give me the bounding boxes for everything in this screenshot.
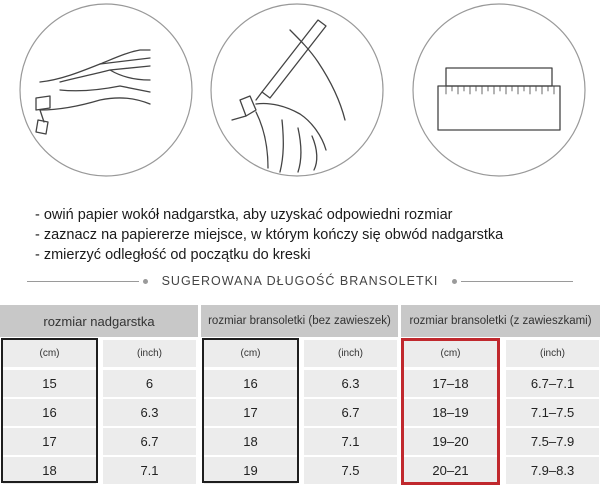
measurement-illustrations (0, 0, 600, 190)
header-wrist-size: rozmiar nadgarstka (0, 305, 198, 337)
wrist-cm-outline (1, 338, 98, 483)
table-cell: 6.7–7.1 (506, 370, 599, 397)
divider (461, 281, 573, 282)
size-table (0, 305, 600, 483)
table-cell: 16 (204, 370, 297, 397)
table-cell: 17–18 (404, 370, 497, 397)
unit-label: (inch) (304, 340, 397, 367)
table-cell: 19 (204, 457, 297, 484)
table-cell: 17 (204, 399, 297, 426)
divider-dot (143, 279, 148, 284)
ruler-illustration (413, 4, 585, 176)
table-cell: 7.5 (304, 457, 397, 484)
table-cell: 18 (204, 428, 297, 455)
section-heading (0, 271, 600, 291)
table-cell: 18 (3, 457, 96, 484)
unit-label: (cm) (204, 340, 297, 367)
bracelet-cm-outline (202, 338, 299, 483)
table-cell: 7.1 (103, 457, 196, 484)
header-bracelet-with-charms: rozmiar bransoletki (z zawieszkami) (401, 305, 600, 337)
divider-dot (452, 279, 457, 284)
table-cell: 20–21 (404, 457, 497, 484)
instruction-line: - zaznacz na papiererze miejsce, w którym kończy się obwód nadgarstka (35, 227, 504, 243)
table-cell: 7.9–8.3 (506, 457, 599, 484)
unit-label: (cm) (404, 340, 497, 367)
table-cell: 6.7 (304, 399, 397, 426)
divider (27, 281, 139, 282)
table-cell: 7.1 (304, 428, 397, 455)
instructions (35, 205, 595, 265)
table-cell: 6 (103, 370, 196, 397)
table-cell: 15 (3, 370, 96, 397)
table-cell: 6.3 (304, 370, 397, 397)
table-cell: 7.1–7.5 (506, 399, 599, 426)
instruction-line: - zmierzyć odległość od początku do kreski (35, 247, 311, 263)
unit-label: (inch) (506, 340, 599, 367)
mark-paper-illustration (211, 4, 383, 176)
instruction-line: - owiń papier wokół nadgarstka, aby uzyskać odpowiedni rozmiar (35, 207, 453, 223)
table-cell: 17 (3, 428, 96, 455)
unit-label: (inch) (103, 340, 196, 367)
table-cell: 7.5–7.9 (506, 428, 599, 455)
table-cell: 6.3 (103, 399, 196, 426)
table-cell: 16 (3, 399, 96, 426)
table-cell: 18–19 (404, 399, 497, 426)
charms-cm-highlight (401, 338, 500, 485)
section-title: SUGEROWANA DŁUGOŚĆ BRANSOLETKI (161, 274, 439, 288)
unit-label: (cm) (3, 340, 96, 367)
table-cell: 19–20 (404, 428, 497, 455)
wrap-paper-illustration (20, 4, 192, 176)
header-bracelet-no-charms: rozmiar bransoletki (bez zawieszek) (201, 305, 398, 337)
table-cell: 6.7 (103, 428, 196, 455)
